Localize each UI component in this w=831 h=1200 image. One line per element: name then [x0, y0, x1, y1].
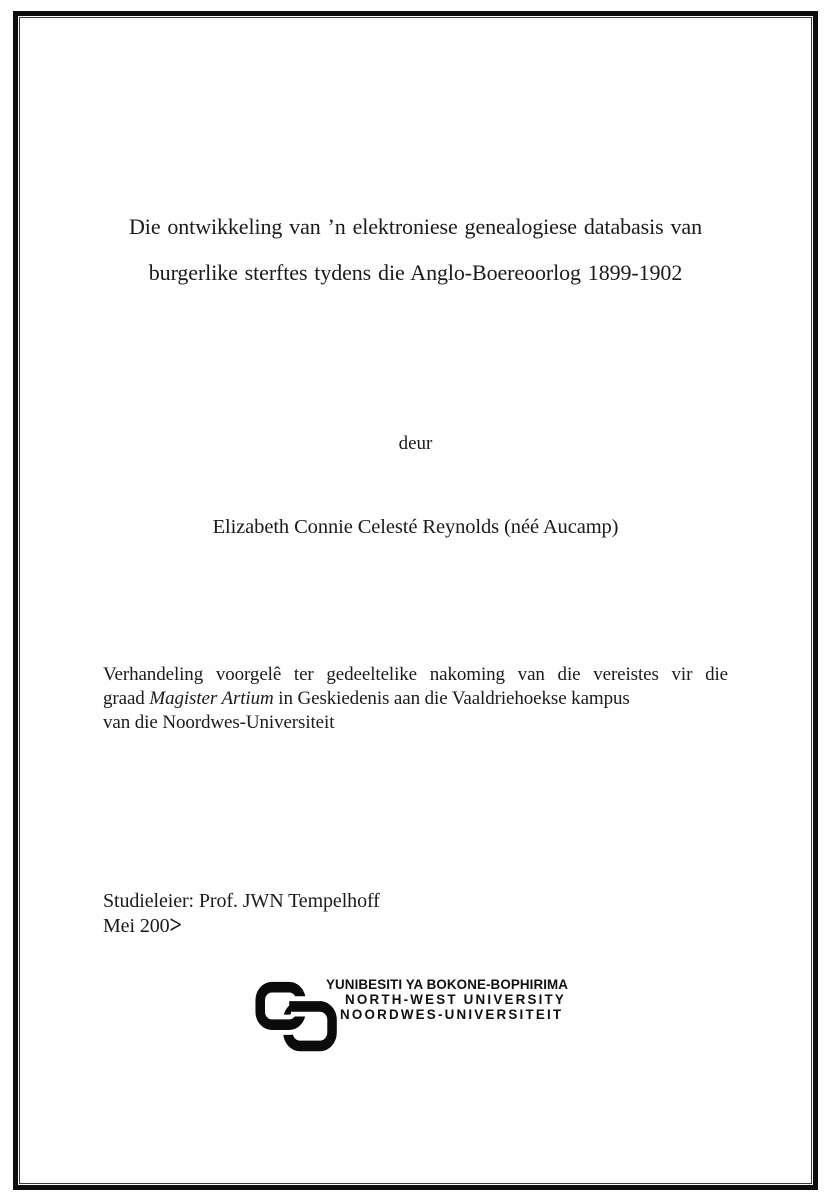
statement-line-1: Verhandeling voorgelê ter gedeeltelike nakoming van die vereistes vir die: [103, 664, 728, 685]
date-glyph: >: [168, 911, 182, 939]
logo-text-line-1: YUNIBESITI YA BOKONE-BOPHIRIMA: [326, 977, 569, 992]
degree-statement: [103, 663, 728, 736]
author-name: Elizabeth Connie Celesté Reynolds (néé Aucamp): [212, 516, 619, 538]
title-line-1: Die ontwikkeling van ’n elektroniese genealogiese databasis van: [129, 214, 702, 239]
statement-line-2: [103, 687, 728, 711]
byline-label: deur: [398, 433, 433, 454]
date-text: Mei 200: [103, 915, 170, 937]
logo-text-line-2: NORTH-WEST UNIVERSITY: [345, 991, 567, 1007]
statement-line-2-prefix: graad: [103, 688, 150, 710]
supervisor-block: [103, 889, 380, 939]
degree-name: Magister Artium: [149, 688, 274, 710]
university-wordmark: [326, 978, 578, 1023]
statement-line-2-suffix: in Geskiedenis aan die Vaaldriehoekse kampus: [273, 688, 630, 710]
statement-line-3: van die Noordwes-Universiteit: [103, 712, 335, 734]
date-line: [103, 911, 380, 939]
logo-text-line-3: NOORDWES-UNIVERSITEIT: [340, 1006, 564, 1022]
title-line-2: burgerlike sterftes tydens die Anglo-Boereoorlog 1899-1902: [148, 260, 683, 285]
thesis-title: [0, 204, 831, 296]
supervisor-line: Studieleier: Prof. JWN Tempelhoff: [103, 890, 380, 912]
